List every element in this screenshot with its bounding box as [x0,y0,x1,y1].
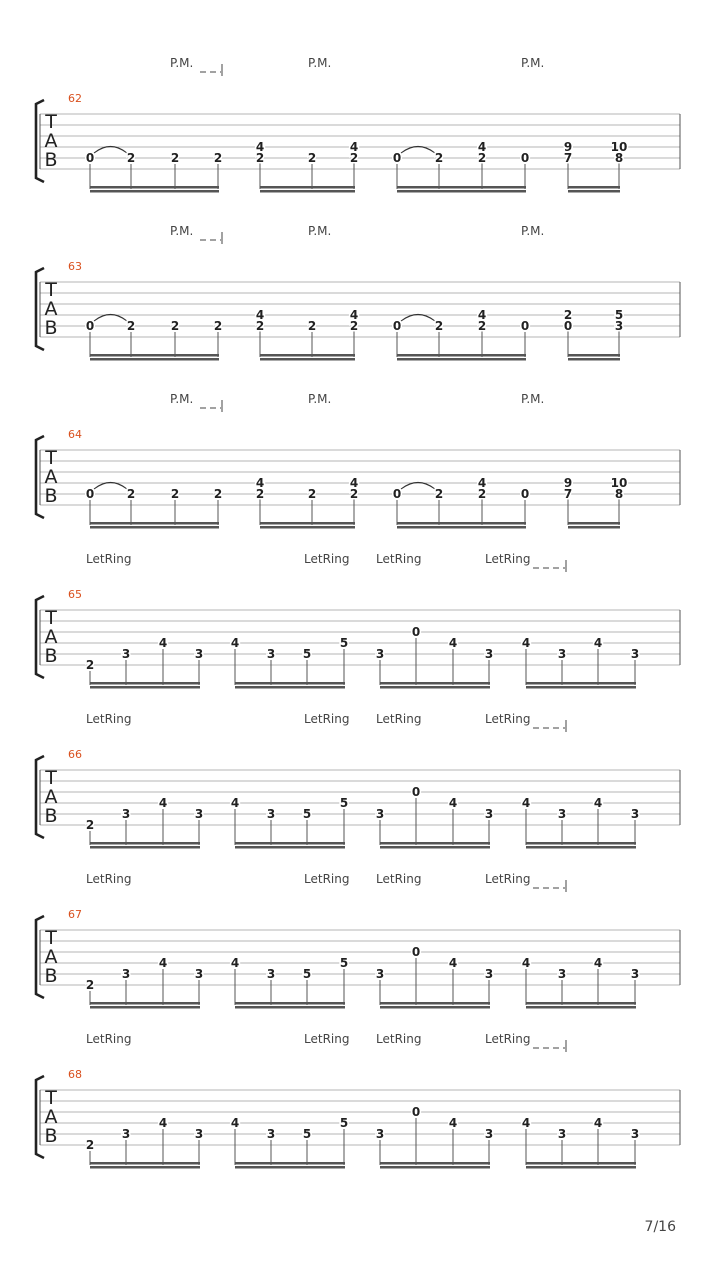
fret-number: 4 [158,956,168,970]
fret-number: 4 [477,140,487,154]
let-ring-label: LetRing [376,1032,422,1046]
fret-number: 2 [477,319,487,333]
fret-number: 3 [630,1127,640,1141]
let-ring-label: LetRing [304,712,350,726]
fret-number: 4 [448,796,458,810]
beam [260,522,355,525]
fret-number: 2 [170,151,180,165]
fret-number: 4 [521,796,531,810]
palm-mute-label: P.M. [170,224,194,238]
fret-number: 2 [307,487,317,501]
fret-number: 3 [557,967,567,981]
beam [526,1002,636,1005]
fret-number: 5 [302,647,312,661]
fret-number: 4 [255,140,265,154]
beam [90,358,219,361]
tab-clef-letter: B [44,645,58,667]
fret-number: 4 [593,796,603,810]
fret-number: 3 [266,967,276,981]
beam [380,1002,490,1005]
fret-number: 4 [158,796,168,810]
fret-number: 2 [213,319,223,333]
fret-number: 3 [557,647,567,661]
fret-number: 4 [448,1116,458,1130]
beam [90,1006,200,1009]
fret-number: 2 [434,151,444,165]
beam [260,186,355,189]
fret-number: 3 [557,807,567,821]
fret-number: 2 [170,487,180,501]
measure-number: 68 [68,1068,82,1081]
fret-number: 0 [85,151,95,165]
fret-number: 2 [85,1138,95,1152]
fret-number: 4 [593,956,603,970]
tab-clef-letter: A [44,786,58,808]
beam [526,846,636,849]
beam [526,686,636,689]
beam [397,522,526,525]
fret-number: 0 [411,625,421,639]
fret-number: 3 [266,647,276,661]
beam [397,358,526,361]
let-ring-label: LetRing [86,712,132,726]
fret-number: 3 [484,1127,494,1141]
let-ring-label: LetRing [485,552,531,566]
fret-number: 2 [170,319,180,333]
beam [90,526,219,529]
beam [235,842,345,845]
fret-number: 4 [593,636,603,650]
fret-number: 10 [610,476,628,490]
tab-clef-letter: A [44,298,58,320]
fret-number: 4 [448,636,458,650]
fret-number: 0 [411,1105,421,1119]
fret-number: 4 [521,636,531,650]
beam [380,1006,490,1009]
fret-number: 3 [194,967,204,981]
beam [380,686,490,689]
fret-number: 3 [484,967,494,981]
palm-mute-label: P.M. [170,56,194,70]
fret-number: 2 [349,151,359,165]
beam [526,1166,636,1169]
measure-number: 63 [68,260,82,273]
tab-clef-letter: A [44,626,58,648]
beam [568,186,620,189]
let-ring-label: LetRing [485,872,531,886]
palm-mute-label: P.M. [308,392,332,406]
fret-number: 0 [411,945,421,959]
tab-clef-letter: T [45,1087,57,1109]
palm-mute-label: P.M. [521,56,545,70]
tab-clef-letter: A [44,1106,58,1128]
fret-number: 2 [85,658,95,672]
fret-number: 0 [85,487,95,501]
fret-number: 0 [392,151,402,165]
fret-number: 2 [477,487,487,501]
tab-clef-letter: T [45,447,57,469]
fret-number: 3 [630,967,640,981]
palm-mute-label: P.M. [308,56,332,70]
beam [380,1166,490,1169]
fret-number: 3 [121,967,131,981]
beam [397,354,526,357]
fret-number: 3 [630,807,640,821]
fret-number: 5 [302,967,312,981]
let-ring-label: LetRing [86,552,132,566]
beam [568,526,620,529]
beam [260,526,355,529]
fret-number: 10 [610,140,628,154]
fret-number: 4 [158,636,168,650]
fret-number: 2 [349,487,359,501]
let-ring-label: LetRing [304,552,350,566]
palm-mute-label: P.M. [308,224,332,238]
beam [380,682,490,685]
tab-clef-letter: B [44,965,58,987]
measure-number: 64 [68,428,82,441]
fret-number: 0 [563,319,573,333]
tab-clef-letter: T [45,111,57,133]
fret-number: 4 [158,1116,168,1130]
fret-number: 2 [126,319,136,333]
tab-clef-letter: T [45,279,57,301]
beam [397,190,526,193]
beam [90,190,219,193]
beam [260,354,355,357]
beam [260,358,355,361]
fret-number: 4 [349,476,359,490]
fret-number: 3 [375,967,385,981]
beam [90,522,219,525]
fret-number: 5 [302,807,312,821]
fret-number: 3 [484,807,494,821]
fret-number: 4 [230,956,240,970]
fret-number: 4 [255,476,265,490]
beam [235,1006,345,1009]
beam [90,354,219,357]
let-ring-label: LetRing [376,552,422,566]
fret-number: 4 [230,796,240,810]
measure-number: 65 [68,588,82,601]
fret-number: 3 [194,1127,204,1141]
let-ring-label: LetRing [304,872,350,886]
fret-number: 5 [614,308,624,322]
tab-clef-letter: B [44,1125,58,1147]
let-ring-label: LetRing [485,712,531,726]
fret-number: 4 [521,1116,531,1130]
let-ring-label: LetRing [485,1032,531,1046]
fret-number: 0 [392,319,402,333]
fret-number: 8 [614,151,624,165]
fret-number: 5 [339,1116,349,1130]
fret-number: 5 [339,796,349,810]
beam [526,1006,636,1009]
fret-number: 5 [339,956,349,970]
palm-mute-label: P.M. [521,224,545,238]
fret-number: 3 [375,1127,385,1141]
fret-number: 2 [255,487,265,501]
tab-clef-letter: A [44,130,58,152]
beam [90,1002,200,1005]
beam [526,682,636,685]
beam [235,1162,345,1165]
beam [380,846,490,849]
beam [526,842,636,845]
page-number: 7/16 [644,1219,676,1235]
fret-number: 7 [563,487,573,501]
fret-number: 3 [121,647,131,661]
fret-number: 2 [255,319,265,333]
beam [397,526,526,529]
beam [260,190,355,193]
beam [235,682,345,685]
fret-number: 3 [194,807,204,821]
beam [235,1002,345,1005]
fret-number: 4 [521,956,531,970]
fret-number: 3 [194,647,204,661]
fret-number: 2 [126,151,136,165]
fret-number: 2 [126,487,136,501]
beam [568,358,620,361]
let-ring-label: LetRing [304,1032,350,1046]
fret-number: 4 [477,308,487,322]
tab-clef-letter: B [44,317,58,339]
beam [235,1166,345,1169]
fret-number: 3 [266,807,276,821]
tab-clef-letter: A [44,946,58,968]
fret-number: 4 [448,956,458,970]
fret-number: 4 [255,308,265,322]
fret-number: 4 [230,636,240,650]
fret-number: 3 [484,647,494,661]
fret-number: 0 [520,151,530,165]
fret-number: 7 [563,151,573,165]
beam [235,686,345,689]
fret-number: 0 [520,487,530,501]
fret-number: 2 [213,487,223,501]
let-ring-label: LetRing [376,872,422,886]
beam [380,1162,490,1165]
fret-number: 0 [85,319,95,333]
fret-number: 2 [255,151,265,165]
fret-number: 2 [477,151,487,165]
fret-number: 9 [563,476,573,490]
fret-number: 0 [520,319,530,333]
fret-number: 3 [375,647,385,661]
beam [90,682,200,685]
tab-clef-letter: T [45,927,57,949]
beam [235,846,345,849]
beam [526,1162,636,1165]
tab-clef-letter: B [44,805,58,827]
fret-number: 4 [349,308,359,322]
beam [397,186,526,189]
fret-number: 4 [349,140,359,154]
beam [568,190,620,193]
beam [90,1166,200,1169]
fret-number: 0 [411,785,421,799]
tab-clef-letter: B [44,149,58,171]
fret-number: 4 [230,1116,240,1130]
fret-number: 2 [85,978,95,992]
beam [380,842,490,845]
fret-number: 2 [434,319,444,333]
beam [90,1162,200,1165]
let-ring-label: LetRing [86,1032,132,1046]
fret-number: 3 [121,1127,131,1141]
beam [568,354,620,357]
tab-clef-letter: T [45,607,57,629]
beam [568,522,620,525]
fret-number: 4 [593,1116,603,1130]
measure-number: 67 [68,908,82,921]
beam [90,846,200,849]
fret-number: 3 [121,807,131,821]
tab-clef-letter: T [45,767,57,789]
tab-clef-letter: A [44,466,58,488]
let-ring-label: LetRing [376,712,422,726]
fret-number: 3 [614,319,624,333]
fret-number: 3 [375,807,385,821]
beam [90,686,200,689]
beam [90,842,200,845]
fret-number: 2 [85,818,95,832]
fret-number: 2 [434,487,444,501]
tab-clef-letter: B [44,485,58,507]
fret-number: 2 [563,308,573,322]
fret-number: 3 [557,1127,567,1141]
measure-number: 66 [68,748,82,761]
fret-number: 5 [339,636,349,650]
let-ring-label: LetRing [86,872,132,886]
fret-number: 3 [630,647,640,661]
fret-number: 9 [563,140,573,154]
fret-number: 3 [266,1127,276,1141]
fret-number: 5 [302,1127,312,1141]
fret-number: 2 [307,151,317,165]
fret-number: 0 [392,487,402,501]
measure-number: 62 [68,92,82,105]
palm-mute-label: P.M. [521,392,545,406]
beam [90,186,219,189]
fret-number: 2 [349,319,359,333]
fret-number: 2 [307,319,317,333]
fret-number: 4 [477,476,487,490]
palm-mute-label: P.M. [170,392,194,406]
fret-number: 8 [614,487,624,501]
fret-number: 2 [213,151,223,165]
